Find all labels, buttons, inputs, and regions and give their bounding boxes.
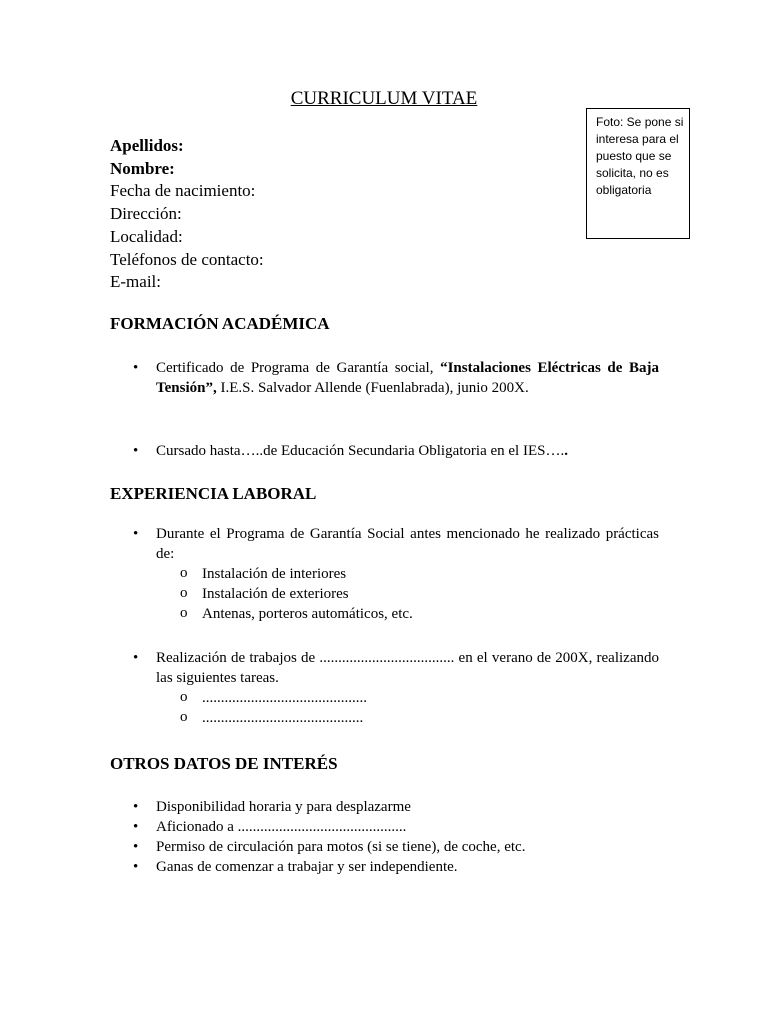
experiencia-item-1: • Durante el Programa de Garantía Social antes mencionado he realizado prácticas de: (110, 524, 659, 564)
experiencia-item-2: • Realización de trabajos de .................................... en el verano de 200X, realizando las siguientes tareas. (110, 648, 659, 688)
otros-heading: OTROS DATOS DE INTERÉS (110, 754, 338, 773)
formacion-list-2 (110, 441, 659, 461)
apellidos-label: Apellidos: (110, 136, 184, 155)
formacion-item-1-text: Certificado de Programa de Garantía social, (156, 360, 441, 376)
formacion-list (110, 358, 659, 398)
otros-item: • Ganas de comenzar a trabajar y ser independiente. (110, 857, 659, 877)
otros-list (110, 797, 659, 877)
formacion-item-2-end: . (564, 443, 568, 459)
formacion-item-1 (110, 358, 659, 398)
formacion-item-2 (110, 441, 659, 461)
email-label: E-mail: (110, 272, 161, 292)
direccion-label: Dirección: (110, 204, 182, 224)
otros-item: • Disponibilidad horaria y para desplazarme (110, 797, 659, 817)
document-title: CURRICULUM VITAE (290, 88, 478, 109)
formacion-item-1-title: “Instalaciones Eléctricas de Baja Tensión”, (156, 360, 659, 396)
otros-item: • Aficionado a ............................................. (110, 817, 659, 837)
telefonos-label: Teléfonos de contacto: (110, 249, 264, 269)
experiencia-subitem: o Instalación de interiores (110, 564, 659, 584)
formacion-item-2-text: Cursado hasta…..de Educación Secundaria Obligatoria en el IES…. (156, 443, 565, 459)
nombre-label: Nombre: (110, 158, 175, 178)
formacion-heading: FORMACIÓN ACADÉMICA (110, 314, 330, 333)
experiencia-subitem: o ............................................ (110, 688, 659, 708)
otros-item: • Permiso de circulación para motos (si se tiene), de coche, etc. (110, 837, 659, 857)
experiencia-subitem: o Antenas, porteros automáticos, etc. (110, 604, 659, 624)
experiencia-heading: EXPERIENCIA LABORAL (110, 484, 317, 503)
experiencia-subitem: o Instalación de exteriores (110, 584, 659, 604)
personal-data-block (110, 135, 570, 294)
fecha-nacimiento-label: Fecha de nacimiento: (110, 181, 256, 201)
formacion-item-1-detail: I.E.S. Salvador Allende (Fuenlabrada), junio 200X. (216, 380, 529, 396)
photo-placeholder-box: Foto: Se pone si interesa para el puesto que se solicita, no es obligatoria (586, 108, 690, 239)
experiencia-list-2 (110, 648, 659, 728)
localidad-label: Localidad: (110, 226, 183, 246)
experiencia-subitem: o ........................................... (110, 708, 659, 728)
experiencia-list (110, 524, 659, 624)
